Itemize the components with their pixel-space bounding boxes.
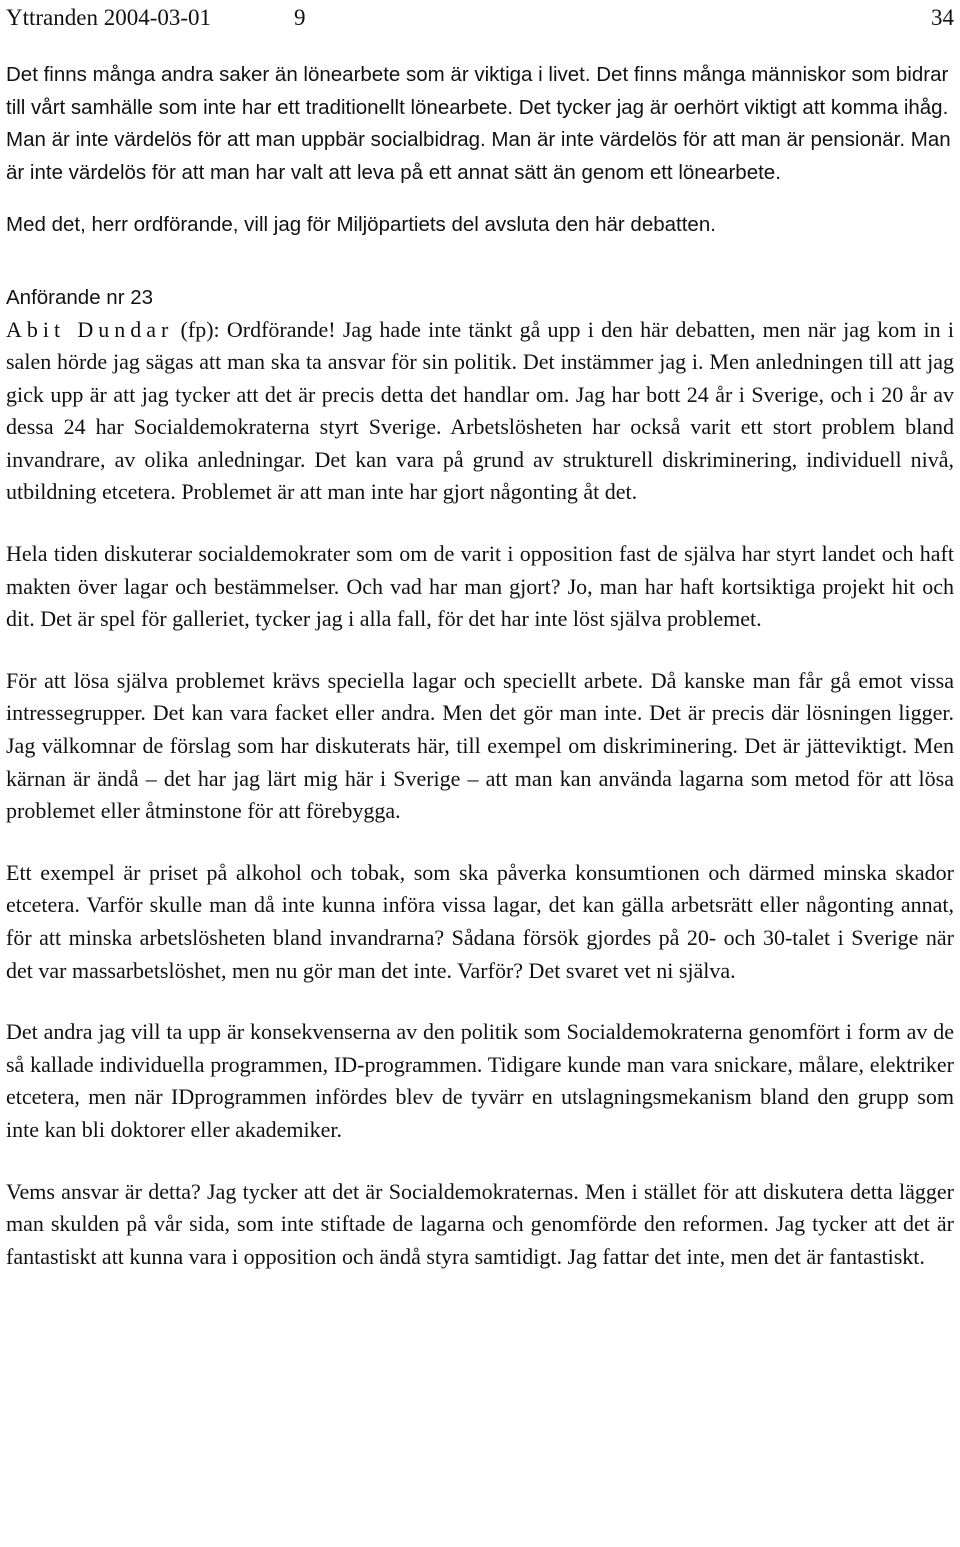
page-number: 34 (931, 5, 954, 30)
header-number: 9 (294, 5, 306, 30)
header-title: Yttranden 2004-03-01 (6, 5, 212, 30)
speech-paragraph-3: För att lösa själva problemet krävs speciella lagar och speciellt arbete. Då kanske man får gå emot vissa intressegrupper. Det kan vara facket eller andra. Men det gör man inte. Det är precis där lösningen ligger. Jag välkomnar de förslag som har diskuterats här, till exempel om diskriminering. Det är jätteviktigt. Men kärnan är ändå – det har jag lärt mig här i Sverige – att man kan använda lagarna som metod för att lösa problemet eller åtminstone för att förebygga. (6, 667, 954, 824)
speech-paragraph-first (6, 314, 954, 510)
speech-paragraph-4: Ett exempel är priset på alkohol och tobak, som ska påverka konsumtionen och därmed minska skador etcetera. Varför skulle man då inte kunna införa vissa lagar, det kan gälla arbetsrätt eller någonting annat, för att minska arbetslösheten bland invandrarna? Sådana försök gjordes på 20- och 30-talet i Sverige när det var massarbetslöshet, men nu gör man det inte. Varför? Det svaret vet ni själva. (6, 859, 954, 983)
speech-heading: Anförande nr 23 (6, 285, 154, 309)
page-header (6, 0, 954, 36)
speech-paragraph-2: Hela tiden diskuterar socialdemokrater som om de varit i opposition fast de själva har styrt landet och haft makten över lagar och bestämmelser. Och vad har man gjort? Jo, man har haft kortsiktiga projekt hit och dit. Det är spel för galleriet, tycker jag i alla fall, för det har inte löst själva problemet. (6, 541, 954, 632)
speech-paragraph-6: Vems ansvar är detta? Jag tycker att det är Socialdemokraternas. Men i stället för att diskutera detta lägger man skulden på vår sida, som inte stiftade de lagarna och genomförde den reformen. Jag tycker att det är fantastiskt att kunna vara i opposition och ändå styra samtidigt. Jag fattar det inte, men det är fantastiskt. (6, 1178, 954, 1269)
speech-paragraph-first-text: Ordförande! Jag hade inte tänkt gå upp i den här debatten, men när jag kom in i salen hörde jag sägas att man ska ta ansvar för sin politik. Det instämmer jag i. Men anledningen till att jag gick upp är att jag tycker att det är precis detta det handlar om. Jag har bott 24 år i Sverige, och i 20 år av dessa 24 har Socialdemokraterna styrt Sverige. Arbetslösheten har också varit ett stort problem bland invandrare, av olika anledningar. Det kan vara på grund av strukturell diskriminering, individuell nivå, utbildning etcetera. Problemet är att man inte har gjort någonting åt det. (6, 316, 954, 505)
speaker-name: Abit Dundar (6, 316, 174, 342)
intro-paragraph-1: Det finns många andra saker än lönearbete som är viktiga i livet. Det finns många människor som bidrar till vårt samhälle som inte har ett traditionellt lönearbete. Det tycker jag är oerhört viktigt att komma ihåg. Man är inte värdelös för att man uppbär socialbidrag. Man är inte värdelös för att man är pensionär. Man är inte värdelös för att man har valt att leva på ett annat sätt än genom ett lönearbete. (6, 63, 951, 184)
document-page (6, 0, 954, 1273)
speaker-party: (fp): (173, 316, 227, 342)
intro-paragraph-2: Med det, herr ordförande, vill jag för Miljöpartiets del avsluta den här debatten. (6, 213, 716, 236)
speech-paragraph-5: Det andra jag vill ta upp är konsekvenserna av den politik som Socialdemokraterna genomfört i form av de så kallade individuella programmen, ID-programmen. Tidigare kunde man vara snickare, målare, elektriker etcetera, men när IDprogrammen infördes blev de tyvärr en utslagningsmekanism bland den grupp som inte kan bli doktorer eller akademiker. (6, 1019, 954, 1142)
